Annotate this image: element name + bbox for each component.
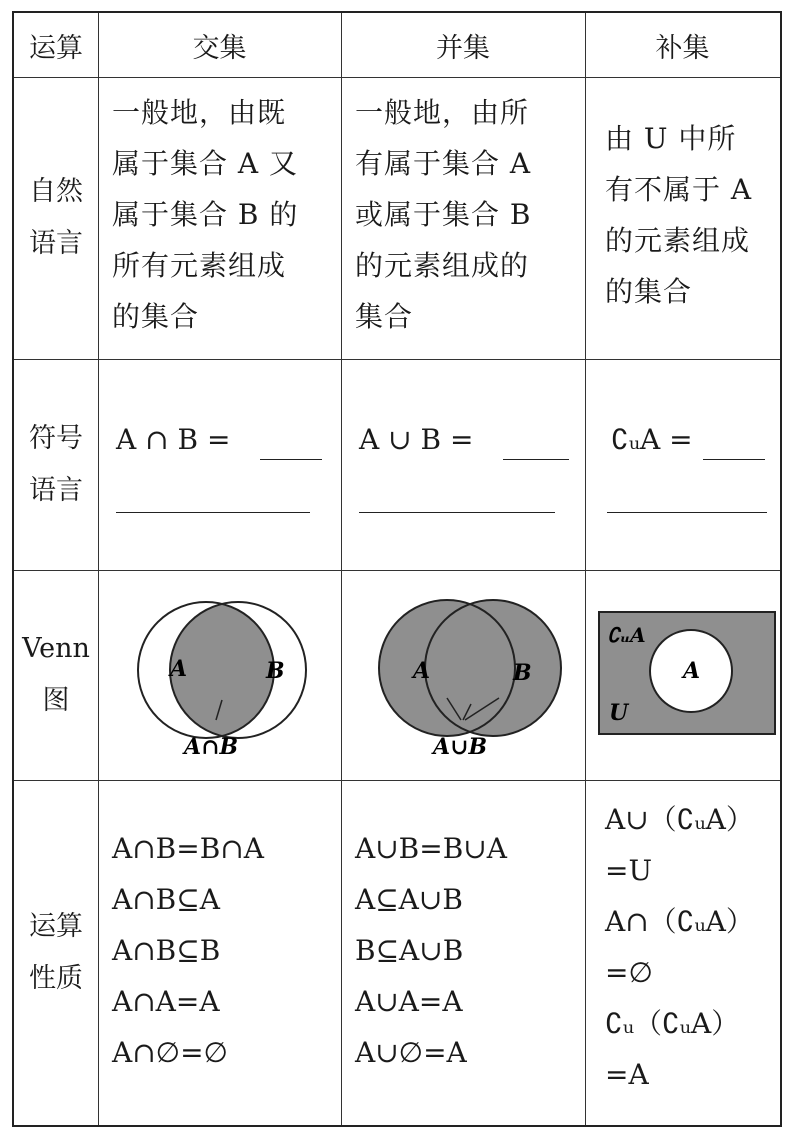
label-u: U [609, 700, 629, 726]
header-complement: 补集 [655, 32, 710, 64]
row-label-natural [14, 77, 98, 359]
props-intersection [98, 780, 341, 1125]
fill-blank [703, 459, 765, 460]
text-line: 属于集合 B 的 [112, 198, 299, 231]
complement-label: ∁ᵤA [607, 623, 646, 647]
fill-blank [503, 459, 569, 460]
text-line: 有不属于 A [605, 173, 753, 206]
text-line: 的元素组成的 [355, 249, 530, 282]
text-line: 的集合 [112, 300, 200, 333]
text-line: 一般地，由所 [355, 96, 530, 129]
symbol-expression: ∁ᵤA = [611, 423, 693, 456]
property-line: ∁ᵤ（∁ᵤA） [605, 1007, 740, 1040]
row-label-line: 运算 [29, 910, 83, 942]
property-line: A∩A=A [112, 985, 220, 1018]
text-line: 一般地，由既 [112, 96, 287, 129]
property-line: A∪A=A [355, 985, 463, 1018]
fill-blank [260, 459, 322, 460]
text-line: 集合 [355, 300, 414, 333]
row-label-line: 符号 [29, 422, 83, 454]
header-operation: 运算 [29, 32, 83, 64]
symbol-intersection [98, 359, 341, 570]
natural-complement [585, 77, 780, 359]
fill-blank [607, 512, 767, 513]
natural-intersection [98, 77, 341, 359]
header-intersection: 交集 [192, 32, 247, 64]
row-label-line: 语言 [29, 474, 83, 506]
symbol-union [341, 359, 585, 570]
set-operations-table [12, 11, 782, 1127]
row-label-line: Venn [22, 633, 90, 664]
venn-union [341, 570, 585, 780]
property-line: A∩（∁ᵤA） [605, 905, 754, 938]
label-a: A [683, 658, 701, 684]
property-line: =A [605, 1058, 649, 1091]
property-line: A⊆A∪B [355, 883, 463, 916]
symbol-complement [585, 359, 780, 570]
label-b: B [513, 660, 532, 686]
text-line: 或属于集合 B [355, 198, 532, 231]
property-line: A∪∅=A [355, 1036, 467, 1069]
property-line: A∩B⊆B [112, 934, 221, 967]
property-line: A∪B=B∪A [355, 832, 507, 865]
caption: A∪B [433, 734, 488, 760]
caption: A∩B [184, 734, 239, 760]
property-line: B⊆A∪B [355, 934, 464, 967]
text-line: 有属于集合 A [355, 147, 532, 180]
label-a: A [170, 656, 188, 682]
venn-union-diagram [341, 570, 585, 780]
text-line: 的集合 [605, 275, 693, 308]
venn-complement-diagram [585, 570, 780, 780]
label-b: B [266, 658, 285, 684]
natural-union [341, 77, 585, 359]
row-label-venn [14, 570, 98, 780]
text-line: 属于集合 A 又 [112, 147, 299, 180]
venn-intersection [98, 570, 341, 780]
symbol-expression: A ∩ B = [116, 423, 231, 456]
fill-blank [359, 512, 555, 513]
label-a: A [413, 658, 431, 684]
row-label-line: 自然 [29, 176, 83, 207]
symbol-expression: A ∪ B = [359, 423, 474, 456]
props-complement [585, 780, 780, 1125]
row-label-props [14, 780, 98, 1125]
property-line: A∩B⊆A [112, 883, 220, 916]
property-line: A∪（∁ᵤA） [605, 803, 754, 836]
text-line: 的元素组成 [605, 224, 751, 257]
row-label-symbol [14, 359, 98, 570]
row-label-line: 语言 [29, 228, 83, 259]
header-union: 并集 [436, 32, 490, 64]
property-line: A∩B=B∩A [112, 832, 264, 865]
property-line: =∅ [605, 956, 653, 989]
venn-intersection-diagram [98, 570, 341, 780]
row-label-line: 性质 [29, 962, 83, 994]
row-label-line: 图 [42, 685, 70, 716]
props-union [341, 780, 585, 1125]
venn-complement [585, 570, 780, 780]
text-line: 由 U 中所 [605, 122, 737, 155]
fill-blank [116, 512, 310, 513]
property-line: A∩∅=∅ [112, 1036, 228, 1069]
text-line: 所有元素组成 [112, 249, 287, 282]
property-line: =U [605, 854, 653, 887]
